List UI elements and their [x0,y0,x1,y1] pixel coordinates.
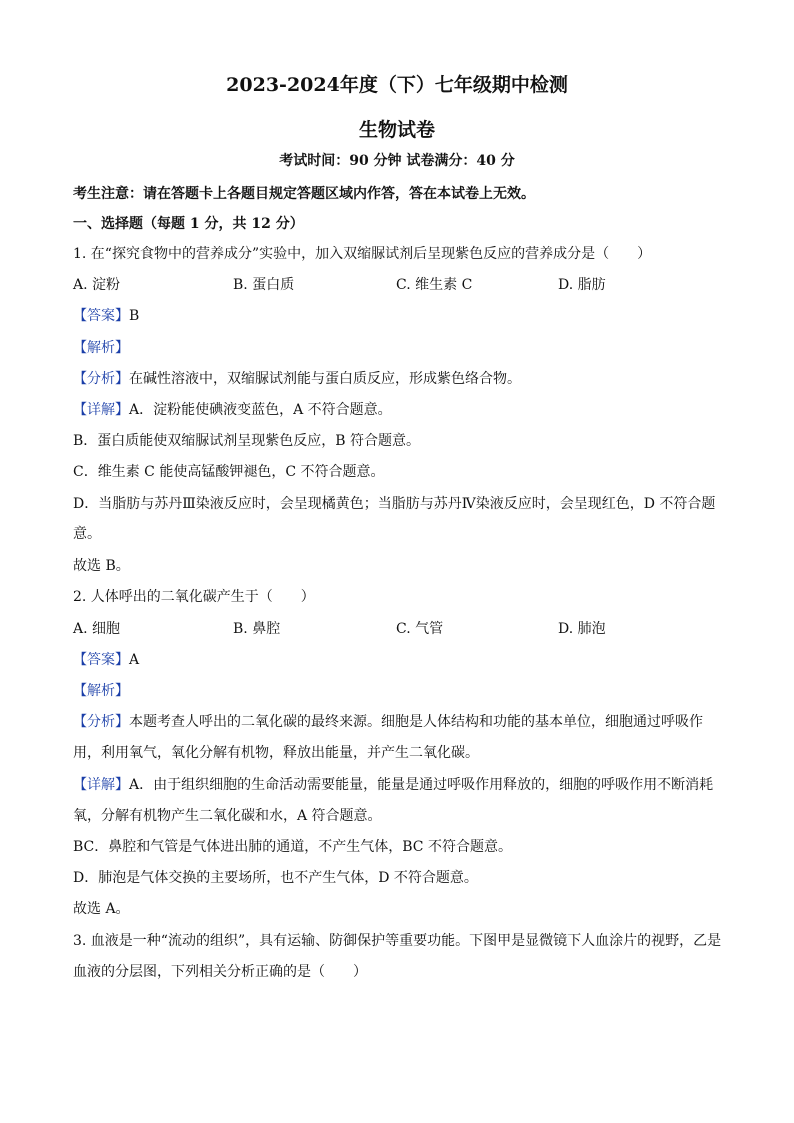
q2-fenxi-cont: 用，利用氧气，氧化分解有机物，释放出能量，并产生二氧化碳。 [73,745,479,761]
q1-fenxi: 【分析】在碱性溶液中，双缩脲试剂能与蛋白质反应，形成紫色络合物。 [73,371,521,387]
q2-detail-line: BC．鼻腔和气管是气体进出肺的通道，不产生气体，BC 不符合题意。 [73,839,512,855]
q2-answer: 【答案】A [73,652,140,668]
question-3-stem-cont: 血液的分层图，下列相关分析正确的是（ ） [73,964,367,980]
exam-info: 考试时间：90 分钟 试卷满分：40 分 [279,153,515,169]
q2-fenxi: 【分析】本题考查人呼出的二氧化碳的最终来源。细胞是人体结构和功能的基本单位，细胞通过呼吸作 [73,714,703,730]
q1-detail-line: B．蛋白质能使双缩脲试剂呈现紫色反应，B 符合题意。 [73,433,421,449]
q2-xiangjie-cont: 氧，分解有机物产生二氧化碳和水，A 符合题意。 [73,808,382,824]
answer-value: B [129,308,140,324]
q1-detail-line: C．维生素 C 能使高锰酸钾褪色，C 不符合题意。 [73,464,385,480]
q2-conclusion: 故选 A。 [73,901,130,917]
q2-option-b: B. 鼻腔 [233,621,281,637]
question-2-stem: 2. 人体呼出的二氧化碳产生于（ ） [73,589,315,605]
question-1-stem: 1. 在“探究食物中的营养成分”实验中，加入双缩脲试剂后呈现紫色反应的营养成分是（ ） [73,246,652,262]
q1-option-c: C. 维生素 C [396,277,473,293]
q1-xiangjie: 【详解】A．淀粉能使碘液变蓝色，A 不符合题意。 [73,402,392,418]
q1-analysis-tag: 【解析】 [73,340,129,356]
question-3-stem: 3. 血液是一种“流动的组织”，具有运输、防御保护等重要功能。下图甲是显微镜下人血涂片的视野，乙是 [73,933,722,949]
q2-option-d: D. 肺泡 [558,621,606,637]
q2-detail-line: D．肺泡是气体交换的主要场所，也不产生气体，D 不符合题意。 [73,870,478,886]
q1-answer [73,306,139,326]
q1-option-d: D. 脂肪 [558,277,606,293]
q2-xiangjie: 【详解】A．由于组织细胞的生命活动需要能量，能量是通过呼吸作用释放的，细胞的呼吸作用不断消耗 [73,777,714,793]
q1-conclusion: 故选 B。 [73,558,130,574]
subject-title: 生物试卷 [358,119,435,141]
answer-tag: 【答案】 [73,308,129,324]
q2-option-a: A. 细胞 [73,621,121,637]
q2-option-c: C. 气管 [396,621,444,637]
q1-detail-line: 意。 [73,526,101,542]
notice-text: 考生注意：请在答题卡上各题目规定答题区域内作答，答在本试卷上无效。 [73,186,535,202]
q1-detail-line: D．当脂肪与苏丹Ⅲ染液反应时，会呈现橘黄色；当脂肪与苏丹Ⅳ染液反应时，会呈现红色，D 不符合题 [73,496,716,512]
q1-option-b: B. 蛋白质 [233,277,295,293]
exam-title: 2023-2024年度（下）七年级期中检测 [226,74,568,96]
section-heading: 一、选择题（每题 1 分，共 12 分） [73,216,304,232]
q2-analysis-tag: 【解析】 [73,683,129,699]
q1-option-a: A. 淀粉 [73,277,121,293]
